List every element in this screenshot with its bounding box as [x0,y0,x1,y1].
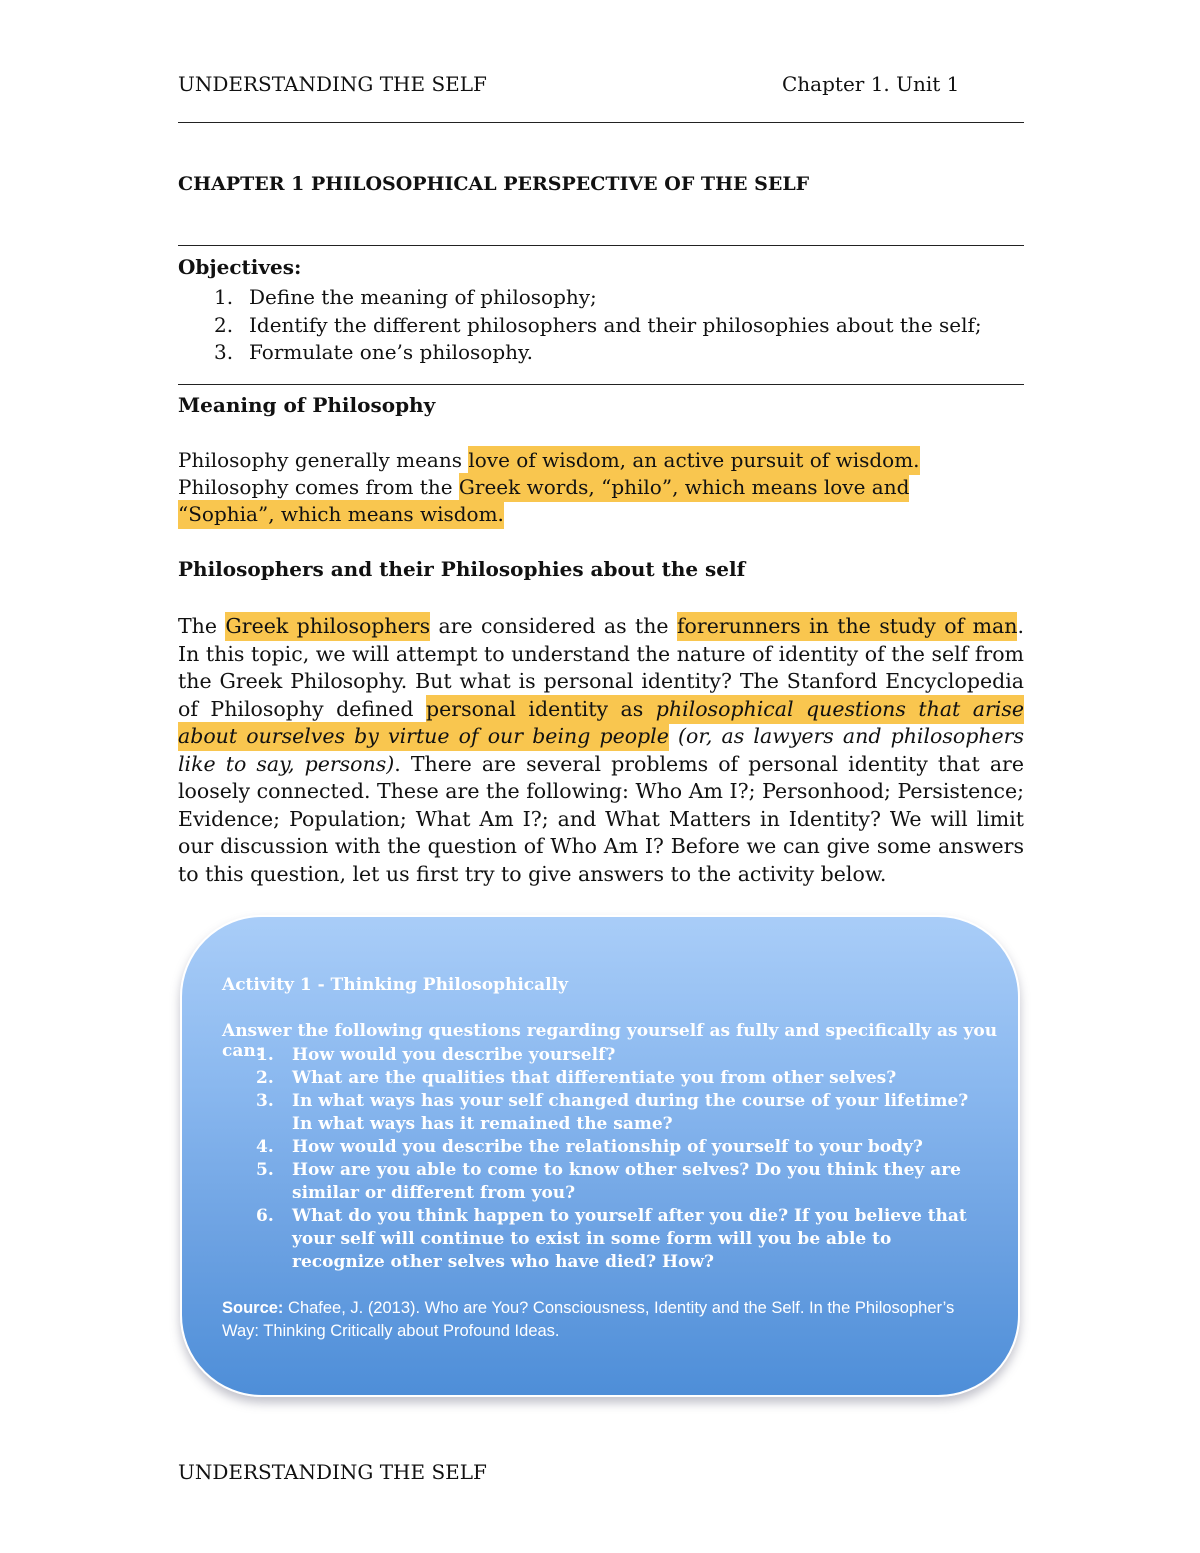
meaning-line-1 [178,447,1024,474]
list-item [178,312,982,340]
list-item [178,284,982,312]
list-item [178,339,982,367]
list-number: 3. [214,340,234,364]
divider [178,245,1024,246]
activity-intro: Answer the following questions regarding yourself as fully and specifically as you can: [222,1021,998,1061]
highlight: love of wisdom, an active pursuit of wisdom. [468,446,919,475]
list-item [222,1067,982,1090]
highlight: forerunners in the study of man [677,612,1018,641]
philosophers-heading: Philosophers and their Philosophies about the self [178,557,746,581]
activity-questions [222,1044,982,1274]
list-text: How would you describe yourself? [292,1045,616,1065]
divider [178,122,1024,123]
list-text: How would you describe the relationship of yourself to your body? [292,1137,923,1157]
philosophers-paragraph [178,613,1024,888]
list-text: What do you think happen to yourself after you die? If you believe that your self will continue to exist in some form will you be able to recognize other selves who have died? How? [292,1206,967,1272]
list-item [222,1159,982,1205]
text-run: Philosophy generally means [178,448,469,472]
highlight: Greek philosophers [225,612,430,641]
meaning-line-2 [178,474,1008,528]
list-text: Define the meaning of philosophy; [249,285,597,309]
list-number: 4. [256,1137,274,1157]
header-left: UNDERSTANDING THE SELF [178,72,487,96]
italic-run: (or, as lawyers and philosophers like to say, persons) [178,724,1025,776]
list-number: 2. [214,312,234,337]
list-text: What are the qualities that differentiate you from other selves? [292,1068,897,1088]
highlight: Greek words, “philo”, which means love and “Sophia”, which means wisdom. [178,473,909,529]
activity-box [180,915,1020,1397]
meaning-heading: Meaning of Philosophy [178,393,436,417]
footer: UNDERSTANDING THE SELF [178,1460,487,1484]
chapter-title: CHAPTER 1 PHILOSOPHICAL PERSPECTIVE OF THE SELF [178,173,810,195]
objectives-list [178,284,982,367]
divider [178,384,1024,385]
text-run: The [178,614,226,638]
header-right: Chapter 1. Unit 1 [782,72,960,96]
activity-source [222,1297,962,1343]
list-text: How are you able to come to know other selves? Do you think they are similar or different from you? [292,1160,961,1203]
list-item [222,1090,982,1136]
source-label: Source: [222,1299,284,1317]
list-text: Formulate one’s philosophy. [249,340,534,364]
list-item [222,1044,982,1067]
list-number: 2. [256,1068,274,1088]
objectives-heading: Objectives: [178,255,302,279]
list-number: 5. [256,1160,274,1180]
source-text: Chafee, J. (2013). Who are You? Consciousness, Identity and the Self. In the Philosopher’s Way: Thinking Critically about Profound Ideas. [222,1299,955,1340]
text-run: . In this topic, we will attempt to understand the nature of identity of the self from the Greek Philosophy. But what is personal identity? The Stanford Encyclopedia of Philosophy defined [178,614,1024,721]
list-number: 3. [256,1091,274,1111]
list-text: Identify the different philosophers and their philosophies about the self; [249,312,982,337]
highlight: personal identity [426,695,608,724]
activity-title: Activity 1 - Thinking Philosophically [222,975,568,995]
text-run: are considered as the [430,614,677,638]
highlight-italic: philosophical questions that arise about ourselves by virtue of our being people [178,695,1024,752]
text-run: . There are several problems of personal identity that are loosely connected. These are the following: Who Am I?; Personhood; Persistence; Evidence; Population; What Am I?; and What Matters in Identity? We will limit our discussion with the question of Who Am I? Before we can give some answers to this question, let us first try to give answers to the activity below. [178,751,1024,886]
text-run: Philosophy comes from the [178,475,459,499]
list-number: 1. [256,1045,274,1065]
list-number: 6. [256,1206,274,1226]
list-text: In what ways has your self changed during the course of your lifetime? In what ways has it remained the same? [292,1091,969,1134]
highlight: as [608,695,656,724]
list-number: 1. [214,285,234,309]
list-item [222,1136,982,1159]
meaning-paragraph [178,447,1024,528]
list-item [222,1205,982,1274]
